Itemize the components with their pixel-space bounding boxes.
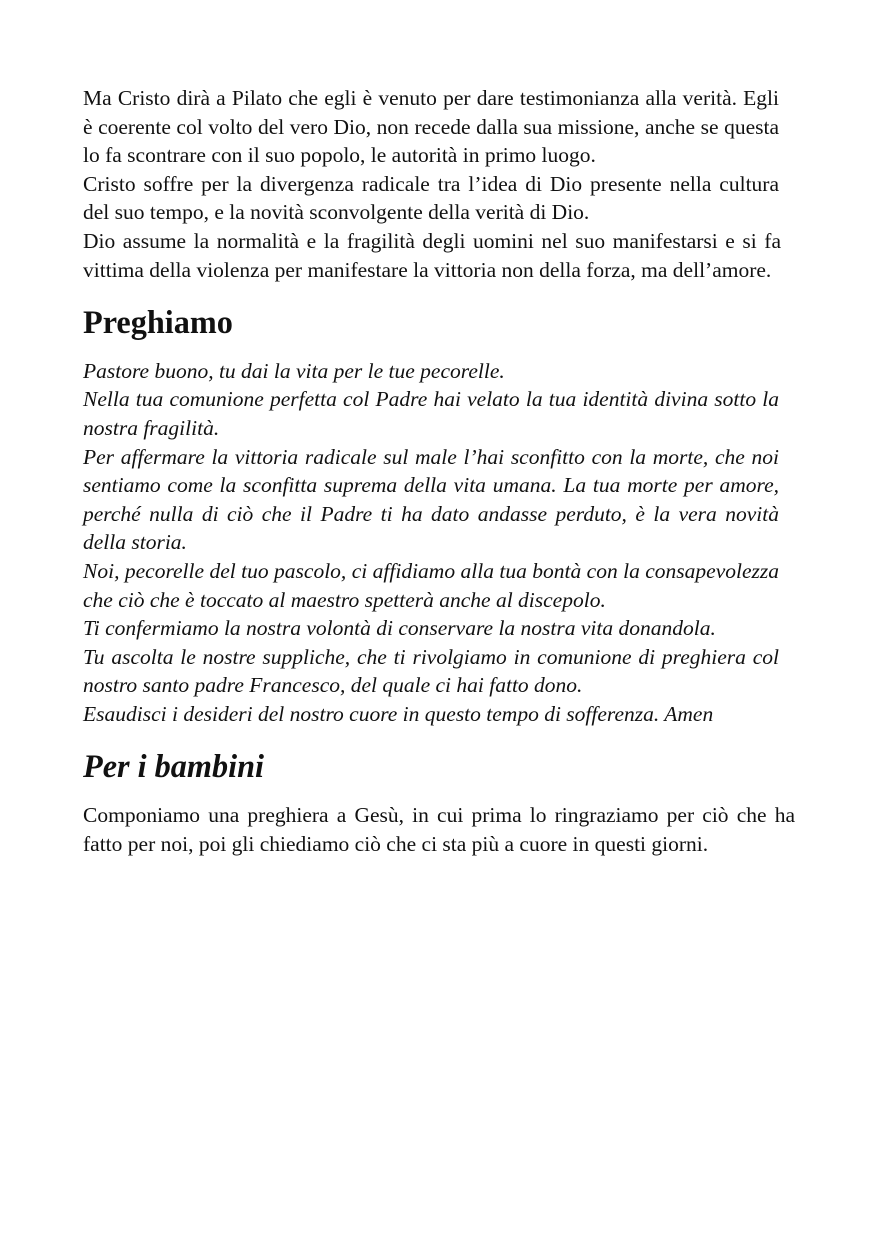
prayer-line-1: Pastore buono, tu dai la vita per le tue pecorelle. xyxy=(83,358,505,383)
prayer-section xyxy=(83,357,779,729)
intro-paragraph-1: Ma Cristo dirà a Pilato che egli è venuto per dare testimonianza alla verità. Egli è coerente col volto del vero Dio, non recede dalla sua missione, anche se questa lo fa scontrare con il suo popolo, le autorità in primo luogo. xyxy=(83,86,779,168)
prayer-heading: Preghiamo xyxy=(83,304,233,341)
prayer-line-3: Per affermare la vittoria radicale sul male l’hai sconfitto con la morte, che noi sentiamo come la sconfitta suprema della vita umana. La tua morte per amore, perché nulla di ciò che il Padre ti ha dato andasse perduto, è la vera novità della storia. xyxy=(83,444,779,555)
intro-section xyxy=(83,84,779,284)
prayer-line-5: Ti confermiamo la nostra volontà di conservare la nostra vita donandola. xyxy=(83,616,716,641)
children-paragraph: Componiamo una preghiera a Gesù, in cui prima lo ringraziamo per ciò che ha fatto per noi, poi gli chiediamo ciò che ci sta più a cuore in questi giorni. xyxy=(83,803,795,856)
intro-paragraph-3: Dio assume la normalità e la fragilità degli uomini nel suo manifestarsi e si fa vittima della violenza per manifestare la vittoria non della forza, ma dell’amore. xyxy=(83,228,781,282)
children-heading: Per i bambini xyxy=(83,748,264,785)
prayer-line-2: Nella tua comunione perfetta col Padre hai velato la tua identità divina sotto la nostra fragilità. xyxy=(83,387,779,440)
intro-paragraph-2: Cristo soffre per la divergenza radicale tra l’idea di Dio presente nella cultura del suo tempo, e la novità sconvolgente della verità di Dio. xyxy=(83,171,779,225)
prayer-line-4: Noi, pecorelle del tuo pascolo, ci affidiamo alla tua bontà con la consapevolezza che ciò che è toccato al maestro spetterà anche al discepolo. xyxy=(83,558,779,612)
document-page xyxy=(83,84,795,858)
prayer-line-7: Esaudisci i desideri del nostro cuore in questo tempo di sofferenza. Amen xyxy=(83,701,714,726)
prayer-line-6: Tu ascolta le nostre suppliche, che ti rivolgiamo in comunione di preghiera col nostro santo padre Francesco, del quale ci hai fatto dono. xyxy=(83,644,779,698)
